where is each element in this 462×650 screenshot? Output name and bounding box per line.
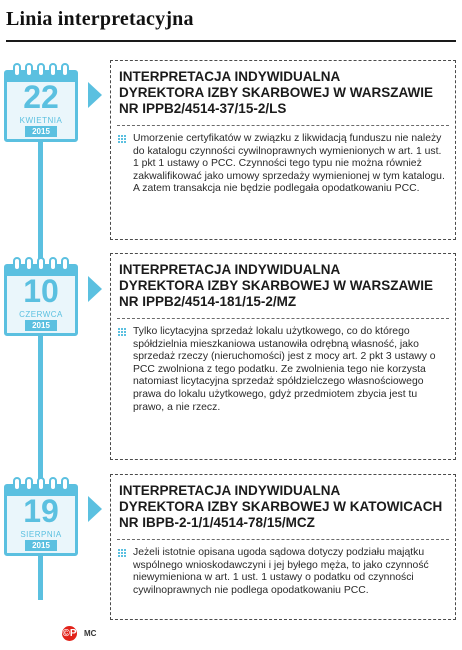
calendar-ring xyxy=(61,477,69,491)
interpretation-text: Jeżeli istotnie opisana ugoda sądowa dotyczy podziału majątku wspólnego wnioskodawczyni i jej byłego męża, to jako czynność niewymieniona w art. 1 ust. 1 ustawy o podatku od czynności cywilnoprawnych nie podlega opodatkowaniu PCC. xyxy=(111,540,455,605)
interpretation-card xyxy=(110,60,456,240)
calendar-ring xyxy=(49,477,57,491)
grid-bullet-icon xyxy=(118,135,127,144)
author-initials: MC xyxy=(84,629,97,638)
pointer-arrow-icon xyxy=(88,82,102,108)
interpretation-card xyxy=(110,474,456,620)
calendar-month: KWIETNIA xyxy=(19,116,63,125)
calendar-ring xyxy=(49,257,57,271)
pointer-arrow-icon xyxy=(88,276,102,302)
calendar-ring xyxy=(13,63,21,77)
publisher-logo-icon: ©P xyxy=(62,628,77,639)
calendar-ring xyxy=(13,477,21,491)
calendar-year: 2015 xyxy=(25,540,57,551)
calendar-ring xyxy=(25,477,33,491)
calendar-icon xyxy=(4,264,78,336)
interpretation-heading: INTERPRETACJA INDYWIDUALNA DYREKTORA IZBY SKARBOWEJ W WARSZAWIE NR IPPB2/4514-181/15-2/MZ xyxy=(119,262,434,309)
calendar-day: 22 xyxy=(23,79,59,115)
interpretation-text: Tylko licytacyjna sprzedaż lokalu użytkowego, co do którego spółdzielnia mieszkaniowa ustanowiła odrębną własność, jako sprzedaż rzeczy (nieruchomości) jest z mocy art. 2 pkt 3 ustawy o PCC zwolniona z tego podatku. Ze zwolnienia tego nie korzysta natomiast licytacyjna sprzedaż spółdzielczego własnościowego prawa do lokalu użytkowego, gdyż przedmiotem zbycia jest tu prawo, a nie rzecz. xyxy=(111,319,455,422)
calendar-ring xyxy=(49,63,57,77)
page-title: Linia interpretacyjna xyxy=(6,8,194,30)
calendar-month: CZERWCA xyxy=(19,310,63,319)
interpretation-text: Umorzenie certyfikatów w związku z likwidacją funduszu nie należy do katalogu czynności cywilnoprawnych wymienionych w art. 1 ust. 1 pkt 1 ustawy o PCC. Czynności tego typu nie można również zakwalifikować jako umowy sprzedaży wymienionej w tym katalogu. A zatem transakcja nie będzie podlegała opodatkowaniu PCC. xyxy=(111,126,455,204)
calendar-month: SIERPNIA xyxy=(20,530,62,539)
calendar-ring xyxy=(25,257,33,271)
calendar-icon xyxy=(4,484,78,556)
calendar-day: 10 xyxy=(23,273,59,309)
calendar-icon xyxy=(4,70,78,142)
calendar-ring xyxy=(13,257,21,271)
calendar-ring xyxy=(37,63,45,77)
calendar-year: 2015 xyxy=(25,320,57,331)
calendar-day: 19 xyxy=(23,493,59,529)
pointer-arrow-icon xyxy=(88,496,102,522)
calendar-ring xyxy=(25,63,33,77)
interpretation-card xyxy=(110,253,456,460)
calendar-year: 2015 xyxy=(25,126,57,137)
calendar-ring xyxy=(37,257,45,271)
interpretation-heading: INTERPRETACJA INDYWIDUALNA DYREKTORA IZBY SKARBOWEJ W WARSZAWIE NR IPPB2/4514-37/15-2/LS xyxy=(119,69,434,116)
title-underline xyxy=(6,40,456,42)
grid-bullet-icon xyxy=(118,328,127,337)
grid-bullet-icon xyxy=(118,549,127,558)
footer-credits xyxy=(62,626,96,641)
interpretation-heading: INTERPRETACJA INDYWIDUALNA DYREKTORA IZBY SKARBOWEJ W KATOWICACH NR IBPB-2-1/1/4514-78/15/MCZ xyxy=(119,483,443,530)
calendar-ring xyxy=(61,63,69,77)
calendar-ring xyxy=(37,477,45,491)
calendar-ring xyxy=(61,257,69,271)
